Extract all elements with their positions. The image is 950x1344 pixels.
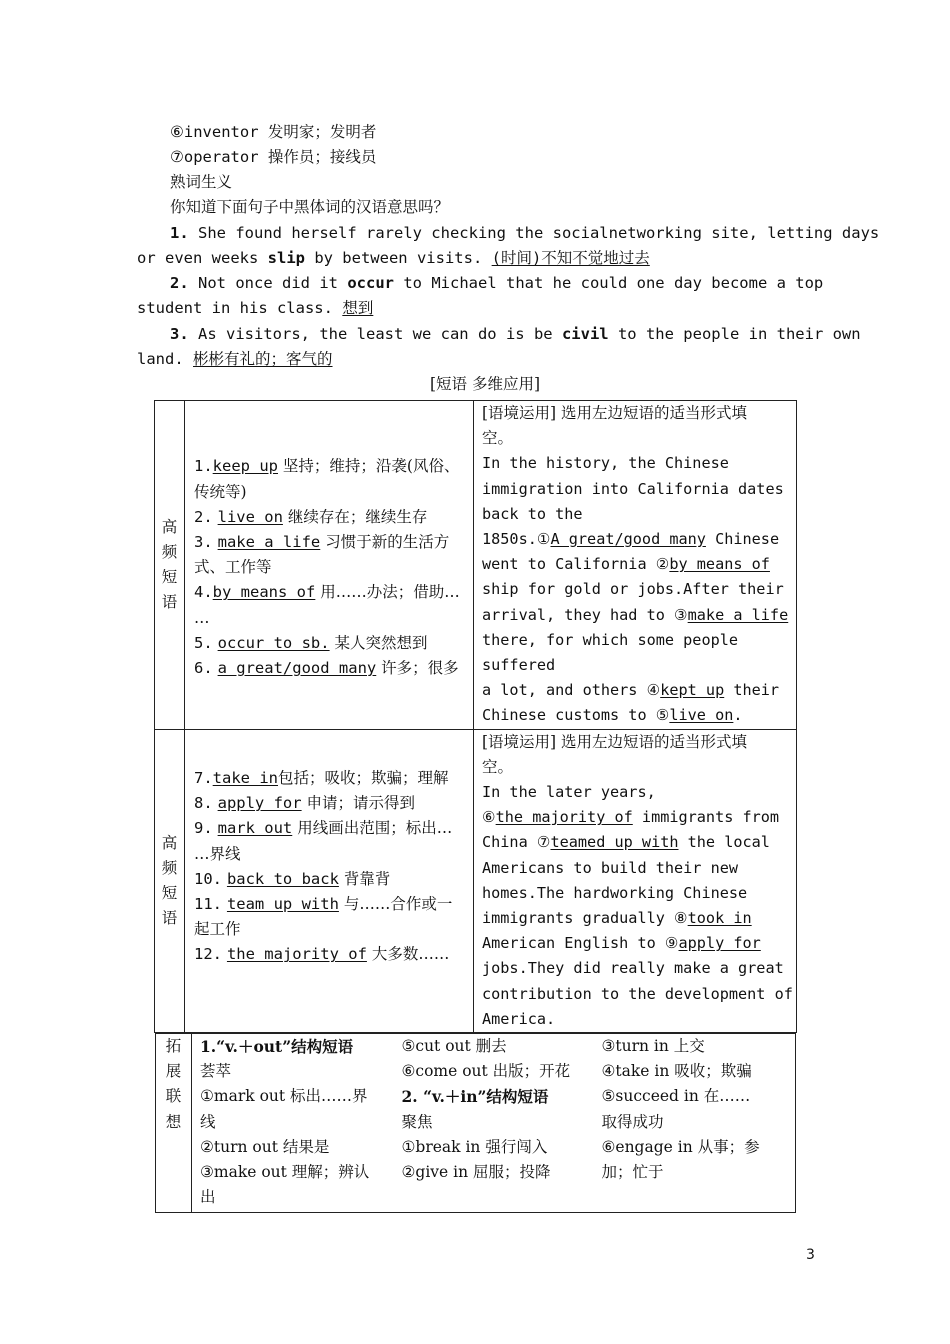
extension-line: ⑥come out 出版；开花 xyxy=(401,1062,571,1081)
side-char: 拓 xyxy=(165,1037,182,1055)
side-char: 展 xyxy=(165,1062,182,1081)
context-text: American English to ⑨ xyxy=(482,934,679,953)
question-number: 1. xyxy=(170,224,189,242)
bold-keyword: slip xyxy=(267,249,305,267)
side-char: 短 xyxy=(161,567,178,586)
extension-line: ⑤cut out 删去 xyxy=(401,1037,507,1055)
phrase-item xyxy=(194,816,473,841)
phrase-list xyxy=(185,729,474,1032)
question-2-line-1 xyxy=(170,271,823,296)
context-text: 1850s.① xyxy=(482,530,551,549)
extension-line: 取得成功 xyxy=(601,1112,664,1131)
context-text: the local xyxy=(678,833,770,852)
extension-line: 荟萃 xyxy=(200,1062,232,1081)
context-line: America. xyxy=(482,1009,556,1028)
question-number: 2. xyxy=(170,274,189,292)
context-line xyxy=(482,527,796,552)
context-line xyxy=(482,805,796,830)
extension-column-3 xyxy=(594,1034,796,1213)
blank-answer: teamed up with xyxy=(550,833,679,852)
phrase-number: 8. xyxy=(194,794,213,813)
context-text: China ⑦ xyxy=(482,833,551,852)
phrase-zh: 习惯于新的生活方 xyxy=(320,533,450,552)
blank-answer: by means of xyxy=(669,555,770,574)
phrase-zh-cont: 起工作 xyxy=(194,920,241,939)
context-line xyxy=(482,552,796,577)
context-line xyxy=(482,931,796,956)
phrase-number: 7. xyxy=(194,769,213,788)
question-text: to Michael that he could one day become a top xyxy=(394,274,824,292)
phrase-item xyxy=(194,505,473,530)
context-line xyxy=(482,603,796,628)
side-char: 短 xyxy=(161,883,178,902)
phrase-item xyxy=(194,580,473,605)
context-line: Americans to build their new xyxy=(482,858,739,877)
context-instruction-cont: 空。 xyxy=(482,429,514,448)
phrase-item xyxy=(194,766,473,791)
side-char: 语 xyxy=(161,592,178,611)
phrase-en: mark out xyxy=(217,819,293,838)
answer: (时间)不知不觉地过去 xyxy=(491,249,650,267)
phrase-item xyxy=(194,454,473,479)
extension-line: 1.“v.＋out”结构短语 xyxy=(200,1037,354,1056)
phrase-item xyxy=(194,656,473,681)
phrase-en: back to back xyxy=(226,869,339,888)
context-instruction: [语境运用] 选用左边短语的适当形式填 xyxy=(482,732,748,751)
phrases-block-1 xyxy=(155,401,797,730)
phrases-table xyxy=(154,400,797,1033)
blank-answer: apply for xyxy=(678,934,761,953)
extension-table xyxy=(155,1033,796,1213)
extension-line: ⑤succeed in 在…… xyxy=(601,1087,751,1106)
context-line: In the later years, xyxy=(482,783,656,802)
extension-line: ①break in 强行闯入 xyxy=(401,1137,548,1156)
phrase-zh: 背靠背 xyxy=(338,869,391,888)
phrase-item xyxy=(194,942,473,967)
context-exercise xyxy=(474,729,797,1032)
extension-line: ④take in 吸收；欺骗 xyxy=(601,1062,752,1081)
side-char: 联 xyxy=(165,1087,182,1106)
question-2-line-2 xyxy=(137,296,373,321)
phrase-zh: 大多数…… xyxy=(366,945,450,964)
phrase-number: 4. xyxy=(194,583,213,602)
context-instruction: [语境运用] 选用左边短语的适当形式填 xyxy=(482,404,748,422)
question-text: land. xyxy=(137,350,193,368)
phrase-number: 10. xyxy=(194,869,222,888)
answer: 想到 xyxy=(342,299,374,317)
phrase-number: 1. xyxy=(194,457,213,476)
phrase-zh: 包括；吸收；欺骗；理解 xyxy=(278,769,449,788)
blank-answer: live on xyxy=(669,706,734,725)
question-3-line-2 xyxy=(137,347,333,372)
phrases-block-2 xyxy=(155,729,797,1032)
side-char: 语 xyxy=(161,908,178,927)
phrase-en: live on xyxy=(217,507,283,526)
context-line: back to the xyxy=(482,504,583,523)
context-line xyxy=(482,678,796,703)
context-text: . xyxy=(733,706,743,725)
side-char: 频 xyxy=(161,858,178,877)
context-text: immigrants from xyxy=(632,808,780,827)
context-text: a lot, and others ④ xyxy=(482,681,661,700)
extension-line: ②give in 屈服；投降 xyxy=(401,1163,551,1182)
context-line: ship for gold or jobs.After their xyxy=(482,580,784,599)
phrase-number: 5. xyxy=(194,633,213,652)
question-1-line-2 xyxy=(137,246,650,271)
phrase-item xyxy=(194,892,473,917)
phrase-zh: 许多；很多 xyxy=(376,659,459,678)
instruction-text: 你知道下面句子中黑体词的汉语意思吗？ xyxy=(170,198,450,216)
side-char: 频 xyxy=(161,542,178,561)
phrase-number: 11. xyxy=(194,895,222,914)
section-heading-familiar-words: 熟词生义 xyxy=(170,173,233,191)
vocab-inventor: ⑥inventor 发明家；发明者 xyxy=(170,123,377,141)
section-title: [短语 多维应用] xyxy=(430,375,541,393)
extension-column-1 xyxy=(192,1034,394,1213)
extension-line: 线 xyxy=(200,1112,216,1131)
side-label-extension xyxy=(156,1034,192,1213)
context-text: Chinese xyxy=(705,530,780,549)
extension-line: ③turn in 上交 xyxy=(601,1037,705,1055)
extension-line: ③make out 理解；辨认 xyxy=(200,1163,370,1182)
blank-answer: make a life xyxy=(687,605,789,624)
extension-line: ②turn out 结果是 xyxy=(200,1137,330,1156)
question-1-line-1 xyxy=(170,221,879,246)
bold-keyword: occur xyxy=(347,274,394,292)
extension-line: 加；忙于 xyxy=(601,1163,664,1182)
extension-line: ⑥engage in 从事；参 xyxy=(601,1137,760,1156)
phrase-zh: 继续存在；继续生存 xyxy=(282,507,428,526)
phrase-number: 2. xyxy=(194,507,213,526)
question-text: to the people in their own xyxy=(608,325,861,343)
phrase-en: team up with xyxy=(226,895,339,914)
context-text: ⑥ xyxy=(482,808,496,827)
phrase-zh-cont: …界线 xyxy=(194,844,241,863)
phrase-item xyxy=(194,867,473,892)
phrase-en: occur to sb. xyxy=(217,633,330,652)
context-line: In the history, the Chinese xyxy=(482,454,729,473)
extension-column-2 xyxy=(394,1034,594,1213)
context-line: immigration into California dates xyxy=(482,479,784,498)
blank-answer: took in xyxy=(687,909,752,928)
phrase-number: 6. xyxy=(194,659,213,678)
context-line xyxy=(482,703,796,728)
vocab-operator: ⑦operator 操作员；接线员 xyxy=(170,148,377,166)
phrase-en: the majority of xyxy=(226,945,367,964)
phrase-item xyxy=(194,791,473,816)
phrase-zh: 坚持；维持；沿袭(风俗、 xyxy=(278,457,460,476)
extension-line: 2. “v.＋in”结构短语 xyxy=(401,1087,549,1107)
phrase-zh: 申请；请示得到 xyxy=(301,794,416,813)
side-char: 高 xyxy=(161,517,178,536)
side-label-high-frequency xyxy=(155,401,185,730)
context-line: there, for which some people suffered xyxy=(482,630,739,675)
page-number: 3 xyxy=(806,1247,815,1263)
context-line xyxy=(482,830,796,855)
blank-answer: the majority of xyxy=(495,808,633,827)
context-exercise xyxy=(474,401,797,730)
phrase-zh: 用线画出范围；标出… xyxy=(292,819,453,838)
context-instruction-cont: 空。 xyxy=(482,757,514,776)
side-char: 高 xyxy=(161,833,178,852)
phrase-en: by means of xyxy=(212,583,316,602)
phrase-number: 12. xyxy=(194,945,222,964)
answer: 彬彬有礼的；客气的 xyxy=(193,350,333,368)
phrase-item xyxy=(194,530,473,555)
question-number: 3. xyxy=(170,325,189,343)
question-text: student in his class. xyxy=(137,299,343,317)
phrase-zh-cont: … xyxy=(194,608,210,627)
context-line: homes.The hardworking Chinese xyxy=(482,883,748,902)
side-char: 想 xyxy=(165,1112,182,1131)
context-text: Chinese customs to ⑤ xyxy=(482,706,670,725)
question-3-line-1 xyxy=(170,322,861,347)
context-text: immigrants gradually ⑧ xyxy=(482,909,688,928)
blank-answer: A great/good many xyxy=(550,530,706,549)
phrase-zh: 某人突然想到 xyxy=(329,633,428,652)
extension-line: ①mark out 标出……界 xyxy=(200,1087,368,1106)
phrase-zh: 用……办法；借助… xyxy=(315,583,460,602)
question-text: or even weeks xyxy=(137,249,268,267)
phrase-zh: 与……合作或一 xyxy=(338,895,453,914)
context-text: went to California ② xyxy=(482,555,670,574)
phrase-en: make a life xyxy=(217,533,321,552)
phrase-zh-cont: 式、工作等 xyxy=(194,558,272,577)
phrase-item xyxy=(194,631,473,656)
context-line xyxy=(482,906,796,931)
question-text: She found herself rarely checking the socialnetworking site, letting days xyxy=(198,224,880,242)
phrase-en: keep up xyxy=(212,457,278,476)
question-text: by between visits. xyxy=(304,249,492,267)
phrase-list xyxy=(185,401,474,730)
extension-line: 聚焦 xyxy=(401,1112,433,1131)
question-text: As visitors, the least we can do is be xyxy=(198,325,562,343)
side-label-high-frequency xyxy=(155,729,185,1032)
question-text: Not once did it xyxy=(198,274,348,292)
phrase-en: apply for xyxy=(217,794,302,813)
context-text: arrival, they had to ③ xyxy=(482,605,688,624)
context-line: contribution to the development of xyxy=(482,984,793,1003)
extension-line: 出 xyxy=(200,1188,216,1207)
phrase-number: 9. xyxy=(194,819,213,838)
context-text: their xyxy=(724,681,780,700)
blank-answer: kept up xyxy=(660,681,725,700)
phrase-en: take in xyxy=(212,769,278,788)
phrase-zh-cont: 传统等) xyxy=(194,482,247,501)
bold-keyword: civil xyxy=(561,325,609,343)
phrase-en: a great/good many xyxy=(217,659,377,678)
phrase-number: 3. xyxy=(194,533,213,552)
context-line: jobs.They did really make a great xyxy=(482,959,784,978)
